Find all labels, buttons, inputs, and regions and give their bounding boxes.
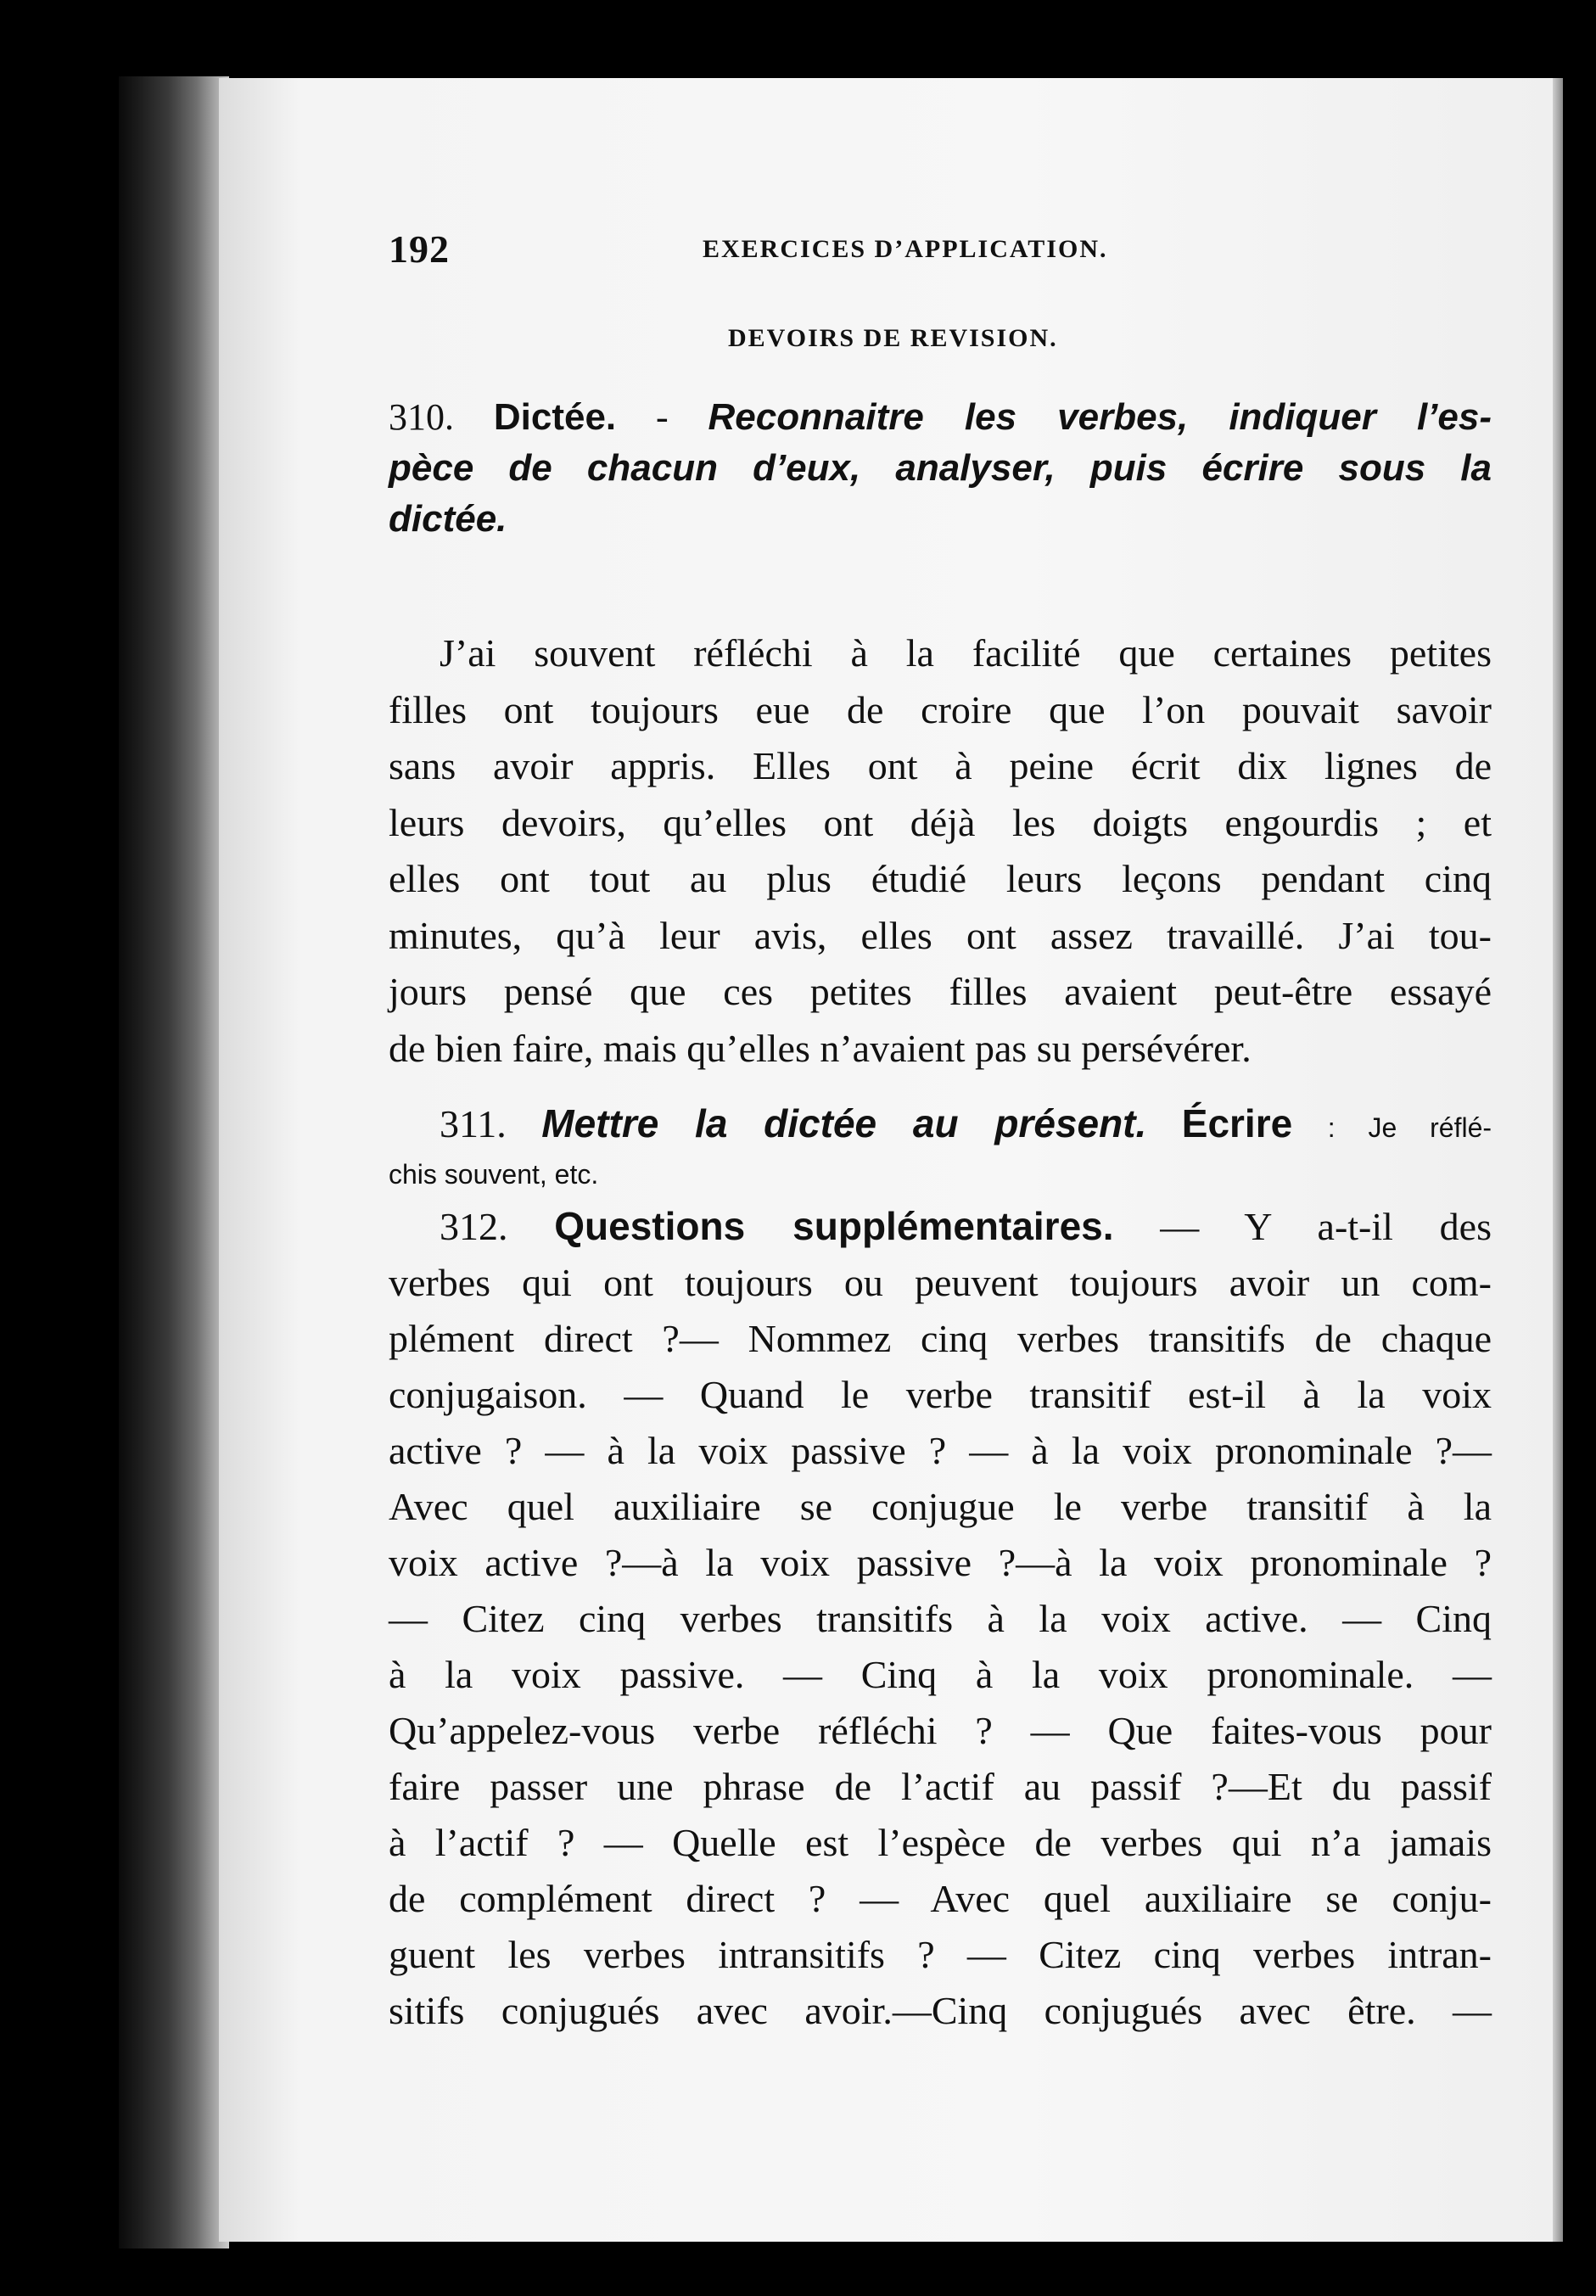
dictation-text: [389, 625, 1492, 1077]
text-line: sans avoir appris. Elles ont à peine écrit dix lignes de: [389, 744, 1492, 787]
text-line: de complément direct ? — Avec quel auxiliaire se conju-: [389, 1877, 1492, 1920]
text-line: elles ont tout au plus étudié leurs leçons pendant cinq: [389, 857, 1492, 900]
text-line: conjugaison. — Quand le verbe transitif est-il à la voix: [389, 1373, 1492, 1416]
text-line: voix active ?—à la voix passive ?—à la voix pronominale ?: [389, 1541, 1492, 1584]
exercise-heading: Questions supplémentaires.: [554, 1204, 1114, 1248]
section-title: DEVOIRS DE REVISION.: [728, 324, 1058, 352]
exercise-310-line-1: [389, 392, 1492, 443]
book-binding-shadow: [119, 76, 229, 2248]
exercise-312-line-1: [389, 1198, 1492, 1255]
text-line: guent les verbes intransitifs ? — Citez cinq verbes intran-: [389, 1933, 1492, 1976]
exercise-heading: Écrire: [1181, 1101, 1293, 1145]
exercise-310: [389, 392, 1492, 545]
text-line: plément direct ?— Nommez cinq verbes transitifs de chaque: [389, 1317, 1492, 1360]
exercise-instruction: pèce de chacun d’eux, analyser, puis écrire sous la: [389, 447, 1492, 489]
text-line: sitifs conjugués avec avoir.—Cinq conjugués avec être. —: [389, 1989, 1492, 2032]
text-line: jours pensé que ces petites filles avaient peut-être essayé: [389, 970, 1492, 1013]
text-line: J’ai souvent réfléchi à la facilité que certaines petites: [440, 631, 1492, 675]
text-line: à la voix passive. — Cinq à la voix pronominale. —: [389, 1653, 1492, 1696]
text-line: verbes qui ont toujours ou peuvent toujours avoir un com-: [389, 1261, 1492, 1304]
exercise-instruction: Reconnaitre les verbes, indiquer l’es-: [708, 396, 1492, 438]
text-line: de bien faire, mais qu’elles n’avaient pas su persévérer.: [389, 1026, 1252, 1070]
book-page: [219, 78, 1553, 2242]
text-line: leurs devoirs, qu’elles ont déjà les doigts engourdis ; et: [389, 800, 1492, 844]
text-line: filles ont toujours eue de croire que l’on pouvait savoir: [389, 687, 1492, 731]
exercise-instruction: Mettre la dictée au présent.: [541, 1101, 1147, 1145]
exercise-heading: Dictée.: [493, 396, 617, 438]
running-head: EXERCICES D’APPLICATION.: [703, 235, 1108, 263]
text-segment: — Y a-t-il des: [1160, 1205, 1492, 1248]
exercise-311-line-1: [389, 1100, 1492, 1151]
text-line: — Citez cinq verbes transitifs à la voix active. — Cinq: [389, 1597, 1492, 1640]
exercise-number: 310.: [389, 396, 454, 438]
text-line: Avec quel auxiliaire se conjugue le verbe transitif à la: [389, 1485, 1492, 1528]
exercise-text: : Je réflé-: [1327, 1112, 1492, 1143]
exercise-311: [389, 1100, 1492, 1198]
heading-dash: -: [616, 396, 708, 438]
text-line: à l’actif ? — Quelle est l’espèce de verbes qui n’a jamais: [389, 1821, 1492, 1864]
text-line: minutes, qu’à leur avis, elles ont assez travaillé. J’ai tou-: [389, 913, 1492, 957]
text-line: faire passer une phrase de l’actif au passif ?—Et du passif: [389, 1765, 1492, 1808]
exercise-number: 312.: [440, 1205, 508, 1248]
page-header: [389, 227, 1407, 277]
exercise-text: chis souvent, etc.: [389, 1159, 599, 1190]
exercise-instruction: dictée.: [389, 498, 507, 540]
exercise-number: 311.: [440, 1102, 507, 1145]
text-line: active ? — à la voix passive ? — à la voix pronominale ?—: [389, 1429, 1492, 1472]
page-edge: [1553, 78, 1563, 2242]
page-number: 192: [389, 227, 450, 271]
text-line: Qu’appelez-vous verbe réfléchi ? — Que faites-vous pour: [389, 1709, 1492, 1752]
exercise-312: [389, 1198, 1492, 2039]
